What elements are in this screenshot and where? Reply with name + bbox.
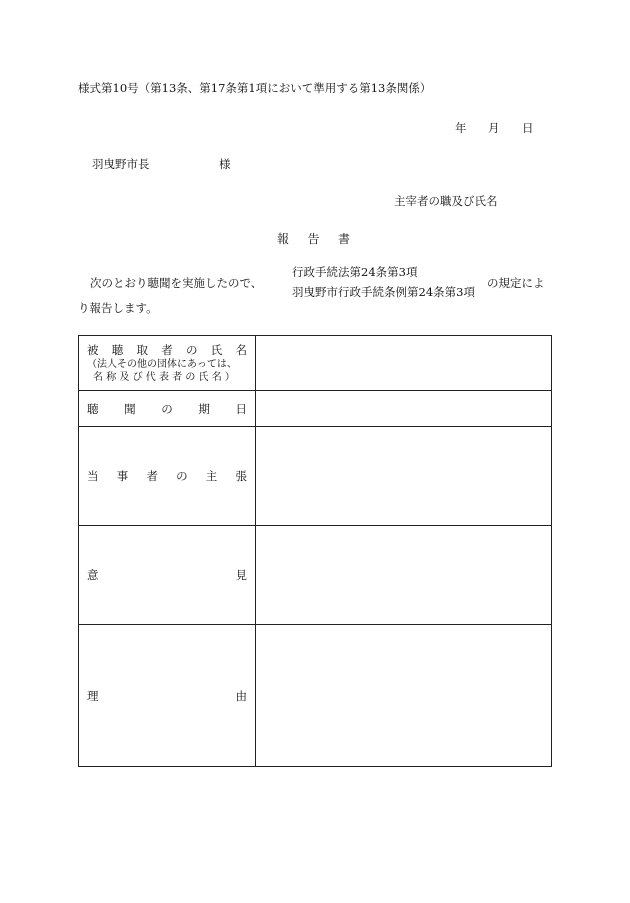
- table-row-hearing-date: [79, 391, 552, 427]
- note-char: ）: [224, 372, 235, 383]
- respondent-value-cell[interactable]: [256, 336, 552, 391]
- label-char: 意: [87, 568, 99, 582]
- table-row-opinion: [79, 526, 552, 625]
- label-char: 名: [235, 343, 247, 357]
- body-continuation: り報告します。: [78, 301, 158, 315]
- note-char: 称: [106, 372, 117, 383]
- opinion-label-cell: [79, 526, 256, 625]
- addressee-honorific: 様: [219, 157, 231, 171]
- addressee-title: 羽曳野市長: [92, 157, 150, 171]
- note-char: の: [185, 372, 196, 383]
- label-char: 聴: [87, 401, 99, 416]
- label-char: 氏: [210, 343, 223, 357]
- respondent-label: [87, 342, 247, 358]
- title-char: 報: [277, 232, 290, 246]
- table-row-party-claims: [79, 427, 552, 526]
- reason-label: [87, 688, 247, 704]
- reason-label-cell: [79, 625, 256, 767]
- label-char: 見: [235, 568, 247, 582]
- opinion-value-cell[interactable]: [256, 526, 552, 625]
- party-claims-label-cell: [79, 427, 256, 526]
- label-char: 聞: [124, 401, 136, 416]
- label-char: 者: [146, 469, 158, 483]
- label-char: の: [161, 401, 173, 416]
- date-month-label: 月: [488, 121, 500, 135]
- report-table: [78, 335, 552, 767]
- note-char: び: [132, 372, 143, 383]
- hearing-date-label: [87, 401, 247, 417]
- note-char: 名: [93, 372, 103, 383]
- note-char: 代: [145, 372, 156, 383]
- note-char: 者: [172, 372, 183, 383]
- label-char: 由: [235, 688, 247, 703]
- label-char: 張: [235, 469, 247, 483]
- label-char: 事: [116, 469, 129, 483]
- document-title: [277, 230, 350, 247]
- respondent-note: [87, 358, 255, 384]
- law-option-1: 行政手続法第24条第3項: [292, 265, 418, 279]
- hearing-date-label-cell: [79, 391, 256, 427]
- label-char: 者: [161, 343, 173, 357]
- form-number: 様式第10号（第13条、第17条第1項において準用する第13条関係）: [78, 81, 432, 95]
- title-char: 書: [337, 232, 350, 246]
- label-char: の: [176, 469, 188, 483]
- label-char: 取: [136, 343, 148, 357]
- respondent-note-line1: （法人その他の団体にあっては、: [87, 359, 237, 370]
- note-char: 表: [158, 372, 169, 383]
- label-char: 理: [87, 688, 99, 703]
- body-suffix: の規定によ: [487, 276, 545, 290]
- respondent-label-cell: [79, 336, 256, 391]
- presider-label: 主宰者の職及び氏名: [394, 194, 498, 208]
- note-char: 氏: [198, 372, 209, 383]
- date-day-label: 日: [522, 121, 534, 135]
- party-claims-value-cell[interactable]: [256, 427, 552, 526]
- law-option-2: 羽曳野市行政手続条例第24条第3項: [292, 285, 475, 299]
- note-char: 名: [211, 372, 222, 383]
- label-char: 主: [205, 469, 218, 483]
- respondent-note-line2: [93, 371, 235, 384]
- label-char: 日: [235, 401, 247, 416]
- opinion-label: [87, 567, 247, 583]
- label-char: 当: [87, 469, 99, 483]
- date-year-label: 年: [455, 121, 467, 135]
- hearing-date-value-cell[interactable]: [256, 391, 552, 427]
- reason-value-cell[interactable]: [256, 625, 552, 767]
- label-char: 被: [87, 343, 99, 357]
- title-char: 告: [307, 232, 320, 246]
- label-char: 期: [198, 401, 210, 416]
- label-char: の: [186, 343, 198, 357]
- label-char: 聴: [111, 343, 124, 357]
- body-intro: 次のとおり聴聞を実施したので、: [90, 276, 263, 290]
- table-row-respondent: [79, 336, 552, 391]
- party-claims-label: [87, 468, 247, 484]
- table-row-reason: [79, 625, 552, 767]
- note-char: 及: [119, 372, 130, 383]
